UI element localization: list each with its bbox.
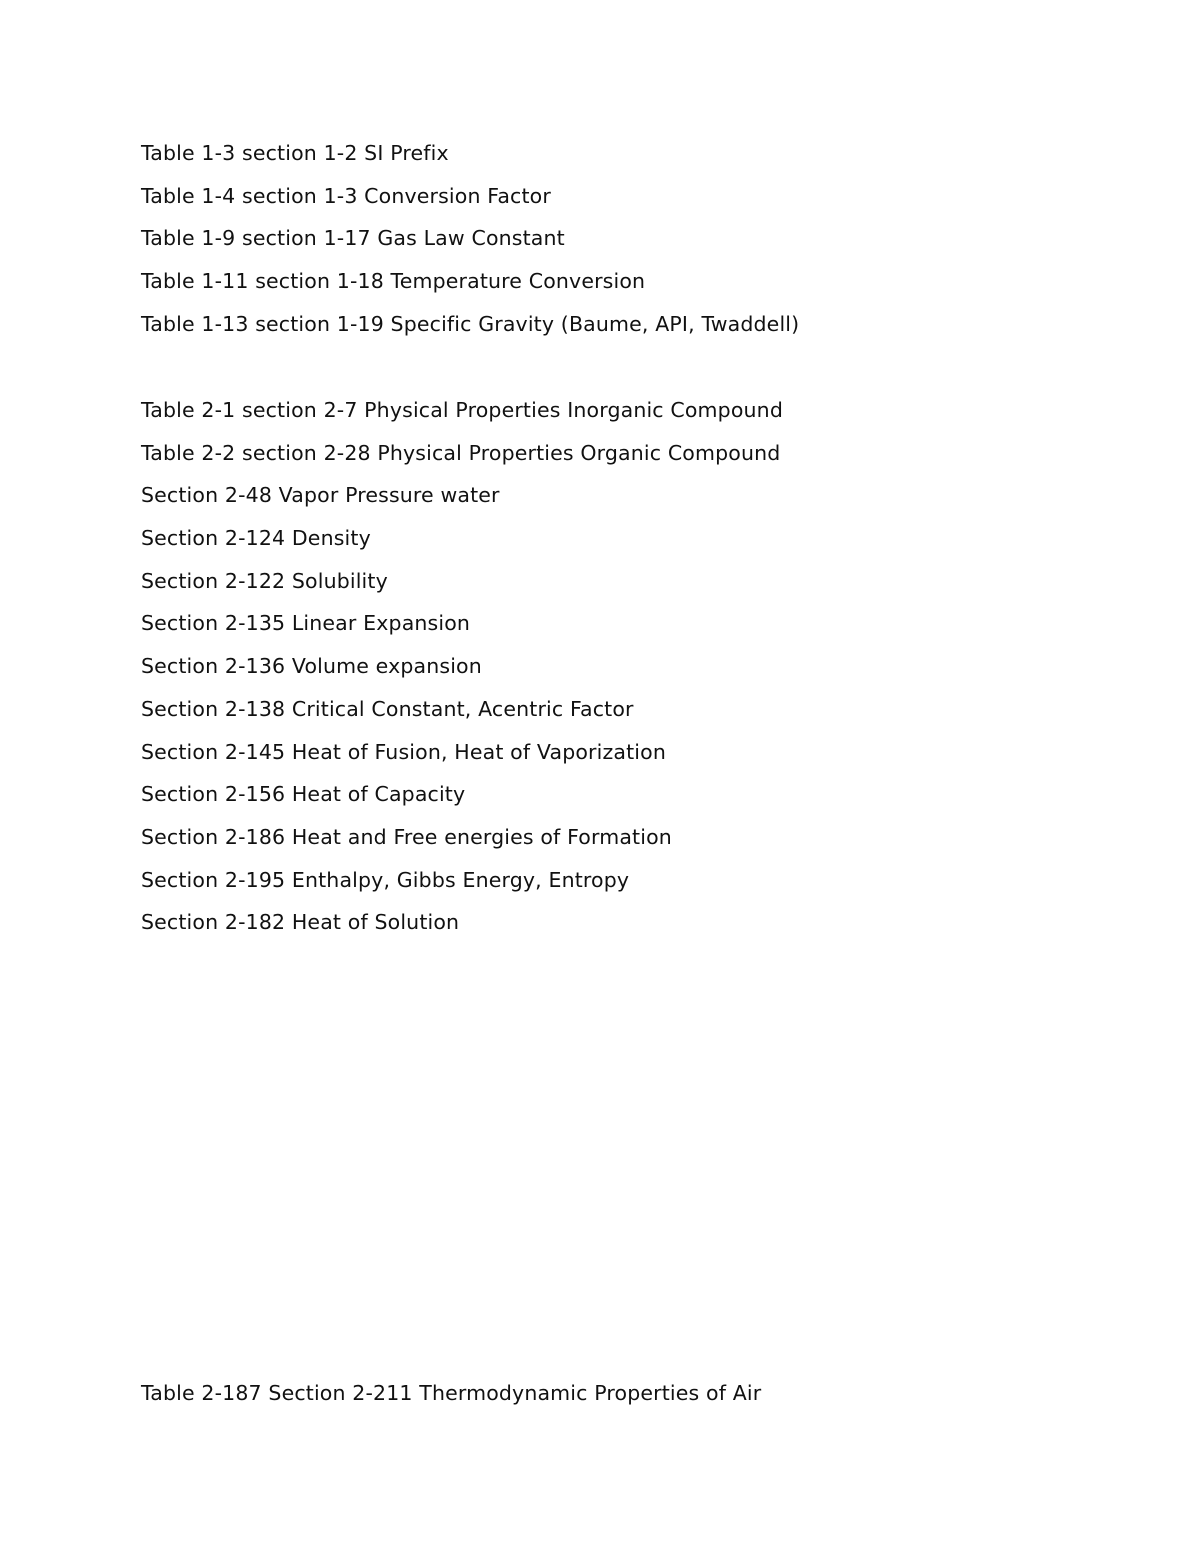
reference-line: Section 2-48 Vapor Pressure water (141, 483, 500, 508)
reference-list-chapter-1 (141, 140, 799, 353)
reference-line: Table 1-4 section 1-3 Conversion Factor (141, 183, 551, 208)
reference-line: Table 2-2 section 2-28 Physical Properties Organic Compound (141, 440, 781, 465)
reference-line: Section 2-182 Heat of Solution (141, 910, 460, 935)
reference-line: Table 1-3 section 1-2 SI Prefix (141, 141, 449, 165)
reference-list-air-properties (141, 1380, 761, 1423)
reference-line: Table 1-13 section 1-19 Specific Gravity (Baume, API, Twaddell) (141, 311, 800, 336)
reference-line: Section 2-195 Enthalpy, Gibbs Energy, Entropy (141, 867, 630, 892)
reference-line: Table 1-11 section 1-18 Temperature Conversion (141, 269, 646, 294)
reference-line: Section 2-122 Solubility (141, 568, 388, 593)
reference-line: Table 2-187 Section 2-211 Thermodynamic Properties of Air (141, 1381, 762, 1405)
reference-line: Section 2-136 Volume expansion (141, 654, 482, 679)
reference-line: Table 2-1 section 2-7 Physical Properties Inorganic Compound (141, 398, 783, 422)
reference-line: Section 2-156 Heat of Capacity (141, 782, 466, 807)
reference-line: Section 2-145 Heat of Fusion, Heat of Vaporization (141, 739, 666, 764)
reference-line: Section 2-138 Critical Constant, Acentric Factor (141, 696, 634, 721)
reference-line: Section 2-186 Heat and Free energies of Formation (141, 824, 672, 849)
reference-line: Section 2-124 Density (141, 526, 371, 551)
reference-list-chapter-2 (141, 397, 783, 952)
reference-line: Table 1-9 section 1-17 Gas Law Constant (141, 226, 565, 251)
reference-line: Section 2-135 Linear Expansion (141, 611, 471, 636)
